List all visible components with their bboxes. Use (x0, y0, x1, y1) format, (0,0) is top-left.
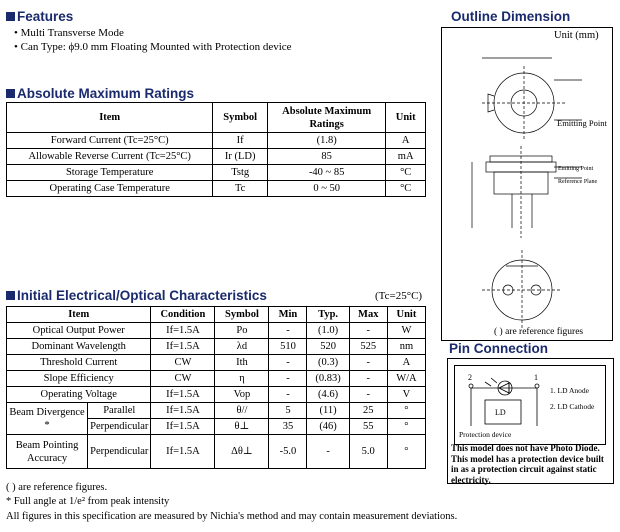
cell: Tc (213, 181, 268, 197)
cell: Operating Case Temperature (7, 181, 213, 197)
square-bullet-icon (6, 291, 15, 300)
cell: Operating Voltage (7, 387, 151, 403)
cell: 0 ~ 50 (267, 181, 385, 197)
col-header: Max (349, 307, 387, 323)
col-header: Unit (387, 307, 425, 323)
note-full-angle: * Full angle at 1/e² from peak intensity (6, 496, 170, 507)
cell: (4.6) (307, 387, 349, 403)
cell: If=1.5A (151, 387, 215, 403)
note-measurement: All figures in this specification are measured by Nichia's method and may contain measurement deviations. (6, 511, 458, 522)
cell: If=1.5A (151, 435, 215, 469)
cell: Ir (LD) (213, 149, 268, 165)
cell: -5.0 (269, 435, 307, 469)
table-row (7, 133, 426, 149)
cell: A (386, 133, 426, 149)
cell: Beam Pointing Accuracy (7, 435, 88, 469)
col-header: Symbol (215, 307, 269, 323)
table-row (7, 371, 426, 387)
cell: θ⊥ (215, 419, 269, 435)
cell: CW (151, 355, 215, 371)
cell: 55 (349, 419, 387, 435)
square-bullet-icon (6, 89, 15, 98)
table-row (7, 387, 426, 403)
ieo-heading: Initial Electrical/Optical Characteristics (6, 288, 267, 303)
cell: Threshold Current (7, 355, 151, 371)
table-row (7, 149, 426, 165)
cell: η (215, 371, 269, 387)
pin-connection-frame (447, 358, 614, 484)
cell: Perpendicular (88, 419, 151, 435)
cell: 510 (269, 339, 307, 355)
cell: ° (387, 403, 425, 419)
feature-item: • Can Type: ϕ9.0 mm Floating Mounted with Protection device (14, 41, 292, 53)
note-reference: ( ) are reference figures. (6, 482, 108, 493)
table-row (7, 181, 426, 197)
cell: °C (386, 165, 426, 181)
cell: CW (151, 371, 215, 387)
col-header: Unit (386, 103, 426, 133)
unit-label: Unit (mm) (554, 30, 599, 41)
amr-table (6, 102, 426, 197)
cell: mA (386, 149, 426, 165)
table-row (7, 435, 426, 469)
pin-label-anode: 1. LD Anode (550, 386, 589, 395)
cell: Tstg (213, 165, 268, 181)
cell: If (213, 133, 268, 149)
cell: (0.83) (307, 371, 349, 387)
cell: Beam Divergence * (7, 403, 88, 435)
cell: Optical Output Power (7, 323, 151, 339)
features-heading: Features (6, 9, 73, 24)
cell: θ// (215, 403, 269, 419)
col-header: Item (7, 103, 213, 133)
cell: ° (387, 419, 425, 435)
cell: Po (215, 323, 269, 339)
cell: 85 (267, 149, 385, 165)
cell: -40 ~ 85 (267, 165, 385, 181)
table-row (7, 403, 426, 419)
cell: 35 (269, 419, 307, 435)
cell: 5.0 (349, 435, 387, 469)
cell: If=1.5A (151, 403, 215, 419)
cell: Slope Efficiency (7, 371, 151, 387)
cell: °C (386, 181, 426, 197)
cell: If=1.5A (151, 339, 215, 355)
cell: Vop (215, 387, 269, 403)
col-header: Absolute Maximum Ratings (267, 103, 385, 133)
table-row (7, 165, 426, 181)
cell: - (307, 435, 349, 469)
pin-diagram-box (454, 365, 606, 445)
cell: Ith (215, 355, 269, 371)
cell: 25 (349, 403, 387, 419)
cell: Allowable Reverse Current (Tc=25°C) (7, 149, 213, 165)
cell: (46) (307, 419, 349, 435)
emitting-point-label: Emitting Point (557, 118, 607, 128)
cell: - (349, 387, 387, 403)
col-header: Symbol (213, 103, 268, 133)
cell: - (349, 323, 387, 339)
pin-number: 2 (468, 373, 472, 382)
reference-plane-label: Reference Plane (558, 179, 598, 185)
cell: - (269, 371, 307, 387)
cell: Storage Temperature (7, 165, 213, 181)
cell: - (269, 323, 307, 339)
cell: 525 (349, 339, 387, 355)
cell: (1.0) (307, 323, 349, 339)
cell: nm (387, 339, 425, 355)
table-row (7, 355, 426, 371)
ieo-table (6, 306, 426, 469)
pin-note: This model does not have Photo Diode. This model has a protection device built in as a protection circuit against static electricity. (451, 443, 604, 485)
cell: (11) (307, 403, 349, 419)
cell: - (269, 355, 307, 371)
protection-device-label: Protection device (459, 430, 512, 439)
feature-item: • Multi Transverse Mode (14, 27, 124, 39)
cell: - (349, 355, 387, 371)
col-header: Min (269, 307, 307, 323)
cell: V (387, 387, 425, 403)
cell: - (349, 371, 387, 387)
square-bullet-icon (6, 12, 15, 21)
table-row (7, 323, 426, 339)
cell: 520 (307, 339, 349, 355)
cell: (0.3) (307, 355, 349, 371)
pin-label-cathode: 2. LD Cathode (550, 402, 595, 411)
outline-reference-note: ( ) are reference figures (494, 327, 584, 337)
cell: A (387, 355, 425, 371)
outline-drawing-frame (441, 27, 613, 341)
col-header: Item (7, 307, 151, 323)
cell: W (387, 323, 425, 339)
amr-heading: Absolute Maximum Ratings (6, 86, 194, 101)
cell: Parallel (88, 403, 151, 419)
cell: 5 (269, 403, 307, 419)
cell: If=1.5A (151, 323, 215, 339)
condition-label: (Tc=25°C) (375, 290, 423, 302)
cell: Δθ⊥ (215, 435, 269, 469)
cell: ° (387, 435, 425, 469)
table-row (7, 339, 426, 355)
ld-label: LD (495, 408, 506, 417)
cell: - (269, 387, 307, 403)
pin-number: 1 (534, 373, 538, 382)
col-header: Typ. (307, 307, 349, 323)
col-header: Condition (151, 307, 215, 323)
pin-heading: Pin Connection (449, 341, 548, 356)
emitting-point-label: Emitting Point (558, 166, 594, 172)
outline-heading: Outline Dimension (451, 9, 571, 24)
cell: W/A (387, 371, 425, 387)
cell: If=1.5A (151, 419, 215, 435)
cell: Dominant Wavelength (7, 339, 151, 355)
cell: Perpendicular (88, 435, 151, 469)
cell: (1.8) (267, 133, 385, 149)
outline-drawing (442, 28, 612, 340)
cell: Forward Current (Tc=25°C) (7, 133, 213, 149)
cell: λd (215, 339, 269, 355)
